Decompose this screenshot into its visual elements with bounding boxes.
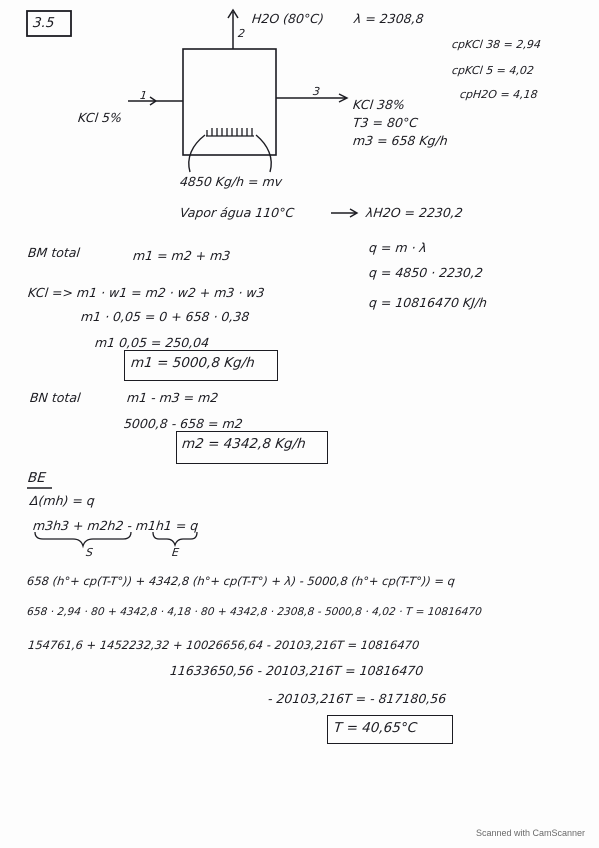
feed-label: KCl 5% bbox=[77, 110, 123, 125]
bn-equation: m1 - m3 = m2 bbox=[126, 390, 220, 405]
be-line-3: 154761,6 + 1452232,32 + 10026656,64 - 20103,216T = 10816470 bbox=[27, 638, 421, 652]
heat-formula: q = m · λ bbox=[368, 240, 428, 255]
steam-inlet-leg bbox=[189, 135, 205, 172]
be-label-s: S bbox=[85, 546, 94, 559]
cp-kcl38: cpKCl 38 = 2,94 bbox=[451, 38, 542, 51]
steam-label: Vapor água 110°C bbox=[179, 205, 295, 220]
kcl-substitution: m1 · 0,05 = 0 + 658 · 0,38 bbox=[80, 309, 251, 324]
m1-result: m1 = 5000,8 Kg/h bbox=[130, 355, 256, 371]
be-title: BE bbox=[27, 470, 47, 486]
bm-equation: m1 = m2 + m3 bbox=[132, 248, 232, 263]
m2-result: m2 = 4342,8 Kg/h bbox=[181, 436, 307, 452]
heating-coil bbox=[206, 128, 254, 136]
evaporator-box bbox=[183, 49, 276, 155]
bn-title: BN total bbox=[29, 390, 82, 405]
product-mass-flow: m3 = 658 Kg/h bbox=[352, 133, 449, 148]
product-label: KCl 38% bbox=[352, 97, 406, 112]
be-line-1: 658 (h°+ cp(T-T°)) + 4342,8 (h°+ cp(T-T°) + λ) - 5000,8 (h°+ cp(T-T°)) = q bbox=[26, 574, 456, 588]
brace-outlets bbox=[35, 532, 131, 546]
kcl-balance: KCl => m1 · w1 = m2 · w2 + m3 · w3 bbox=[27, 285, 266, 300]
heat-result: q = 10816470 KJ/h bbox=[368, 295, 488, 310]
product-temperature: T3 = 80°C bbox=[352, 115, 419, 130]
be-line-2: 658 · 2,94 · 80 + 4342,8 · 4,18 · 80 + 4342,8 · 2308,8 - 5000,8 · 4,02 · T = 10816470 bbox=[26, 606, 483, 618]
kcl-solve: m1 0,05 = 250,04 bbox=[94, 335, 210, 350]
be-line-5: - 20103,216T = - 817180,56 bbox=[267, 691, 448, 706]
bm-title: BM total bbox=[27, 245, 81, 260]
cp-kcl5: cpKCl 5 = 4,02 bbox=[451, 64, 535, 77]
stream-number-2: 2 bbox=[237, 27, 246, 40]
stream-number-3: 3 bbox=[312, 85, 321, 98]
steam-mass-flow: 4850 Kg/h = mv bbox=[179, 174, 283, 189]
be-line-4: 11633650,56 - 20103,216T = 10816470 bbox=[169, 663, 425, 678]
stream-number-1: 1 bbox=[139, 89, 148, 102]
problem-number: 3.5 bbox=[32, 15, 56, 31]
vapor-stream-label: H2O (80°C) bbox=[251, 11, 325, 26]
vapor-stream-lambda: λ = 2308,8 bbox=[353, 11, 425, 26]
bn-substitution: 5000,8 - 658 = m2 bbox=[123, 416, 244, 431]
steam-outlet-leg bbox=[256, 135, 271, 172]
brace-inlet bbox=[153, 532, 197, 545]
steam-lambda: λH2O = 2230,2 bbox=[365, 205, 464, 220]
be-label-e: E bbox=[171, 546, 180, 559]
cp-h2o: cpH2O = 4,18 bbox=[459, 88, 539, 101]
be-delta: Δ(mh) = q bbox=[29, 493, 96, 508]
be-terms: m3h3 + m2h2 - m1h1 = q bbox=[32, 518, 200, 533]
heat-substitution: q = 4850 · 2230,2 bbox=[368, 265, 484, 280]
temperature-result: T = 40,65°C bbox=[333, 720, 418, 736]
scanner-watermark: Scanned with CamScanner bbox=[476, 828, 586, 838]
